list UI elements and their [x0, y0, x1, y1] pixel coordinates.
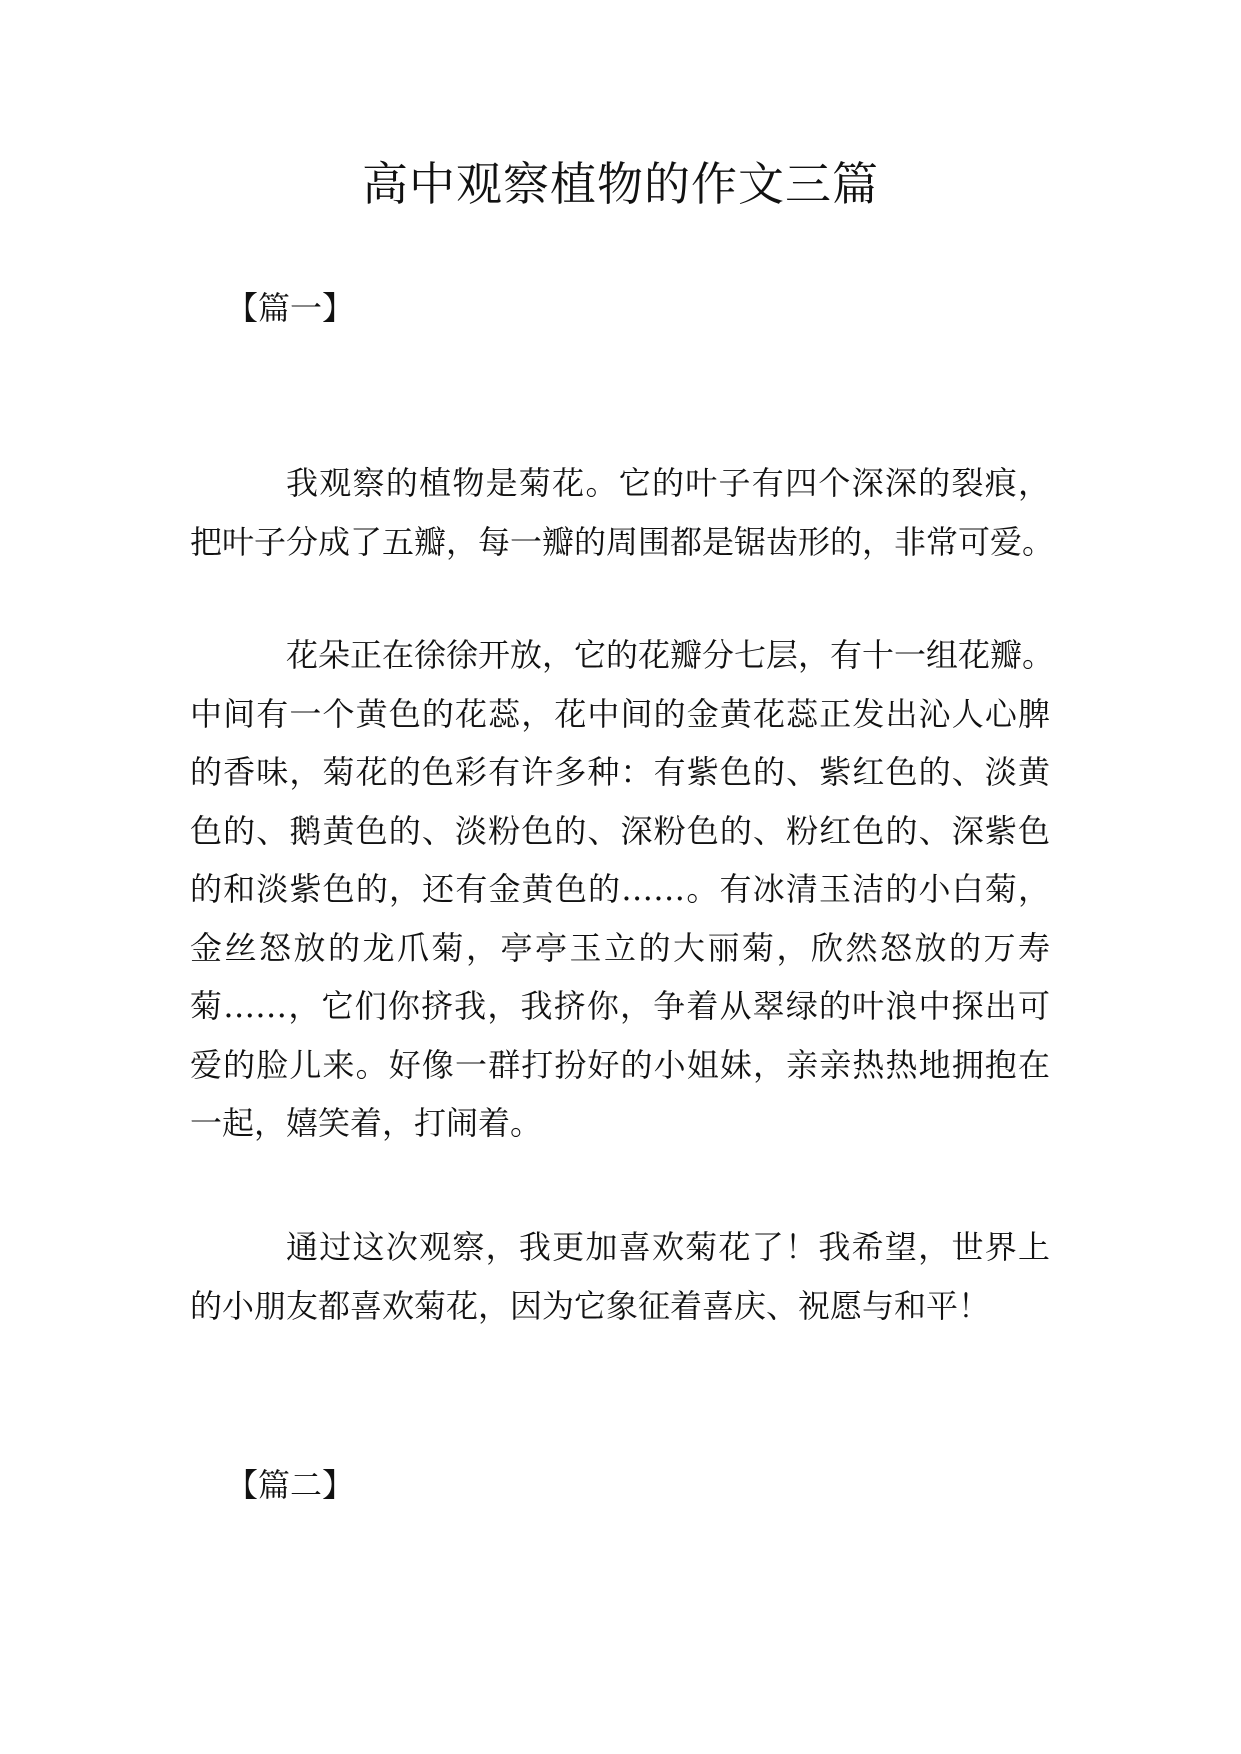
paragraph-line: 把叶子分成了五瓣，每一瓣的周围都是锯齿形的，非常可爱。 — [190, 522, 1055, 561]
paragraph-line: 通过这次观察，我更加喜欢菊花了！我希望，世界上 — [286, 1228, 1050, 1266]
paragraph-line: 金丝怒放的龙爪菊，亭亭玉立的大丽菊，欣然怒放的万寿 — [190, 928, 1050, 967]
document-title: 高中观察植物的作文三篇 — [362, 157, 879, 211]
paragraph-line: 中间有一个黄色的花蕊，花中间的金黄花蕊正发出沁人心脾 — [190, 694, 1050, 733]
paragraph-line: 的小朋友都喜欢菊花，因为它象征着喜庆、祝愿与和平！ — [190, 1286, 991, 1325]
section-label-1: 【篇一】 — [226, 289, 355, 327]
paragraph-line: 的和淡紫色的，还有金黄色的……。有冰清玉洁的小白菊， — [190, 870, 1050, 908]
paragraph-line: 的香味，菊花的色彩有许多种：有紫色的、紫红色的、淡黄 — [190, 753, 1050, 791]
paragraph-3 — [190, 1218, 1050, 1335]
paragraph-line: 爱的脸儿来。好像一群打扮好的小姐妹，亲亲热热地拥抱在 — [190, 1045, 1050, 1084]
paragraph-line: 花朵正在徐徐开放，它的花瓣分七层，有十一组花瓣。 — [286, 636, 1055, 674]
paragraph-line: 我观察的植物是菊花。它的叶子有四个深深的裂痕， — [286, 464, 1050, 502]
paragraph-2 — [190, 626, 1055, 1153]
paragraph-1 — [190, 454, 1055, 571]
paragraph-line: 菊……，它们你挤我，我挤你，争着从翠绿的叶浪中探出可 — [190, 987, 1050, 1025]
paragraph-line: 色的、鹅黄色的、淡粉色的、深粉色的、粉红色的、深紫色 — [190, 811, 1050, 850]
paragraph-line: 一起，嬉笑着，打闹着。 — [190, 1104, 543, 1142]
section-label-2: 【篇二】 — [226, 1466, 355, 1504]
